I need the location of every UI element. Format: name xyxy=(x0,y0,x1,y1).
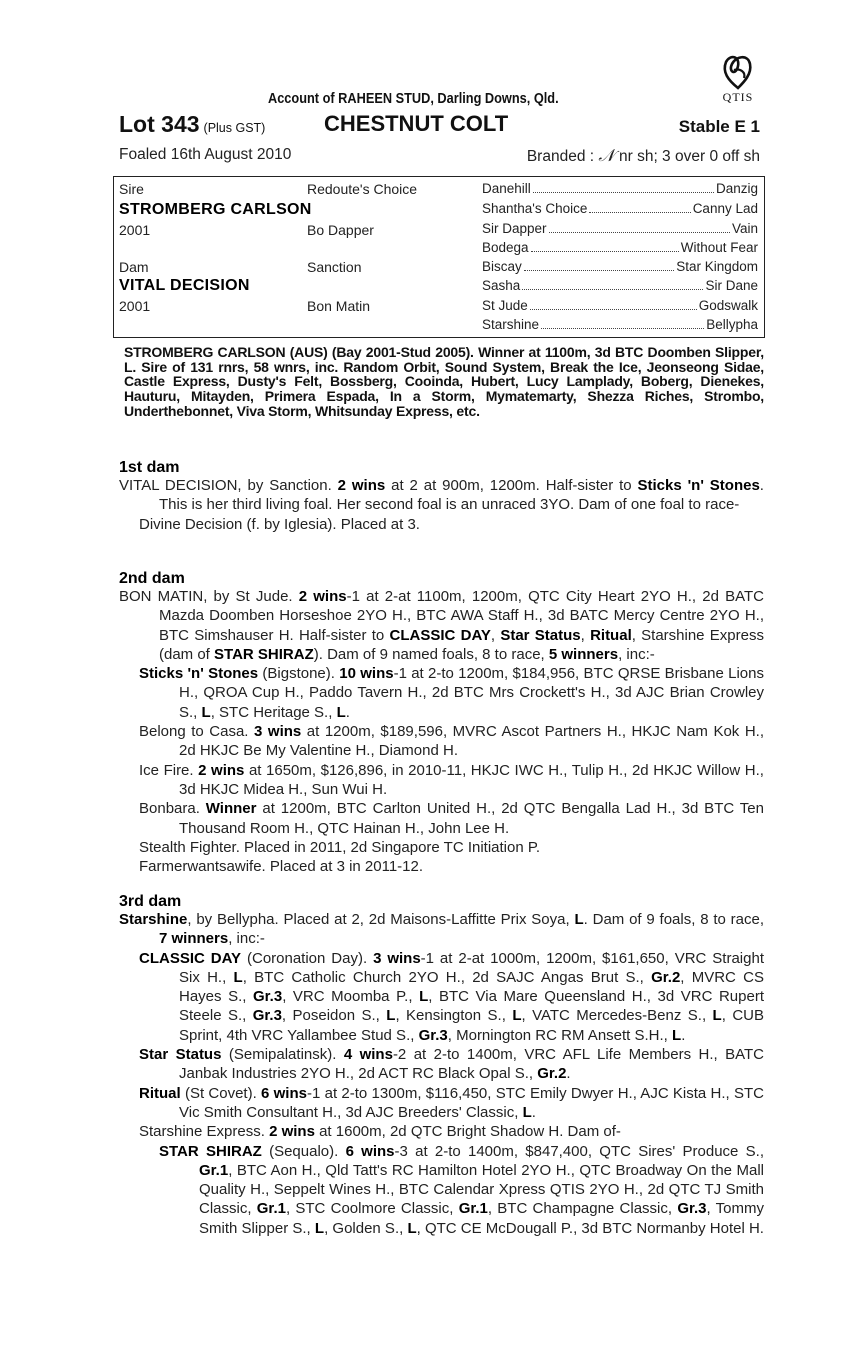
dam-sire: Sanction xyxy=(307,259,362,275)
bold-text: CLASSIC DAY xyxy=(139,949,242,967)
branded-prefix: Branded : xyxy=(526,148,595,165)
bold-text: STAR SHIRAZ xyxy=(214,645,314,663)
bold-text: L xyxy=(672,1026,682,1044)
bold-text: L xyxy=(233,968,243,986)
dam-dam: Bon Matin xyxy=(307,298,371,314)
bold-text: 6 wins xyxy=(345,1142,395,1160)
branded-suffix: nr sh; 3 over 0 off sh xyxy=(618,148,760,165)
progeny-entry xyxy=(119,515,764,534)
bold-text: Gr.3 xyxy=(418,1026,448,1044)
bold-text: 2 wins xyxy=(337,477,386,494)
second-dam-section xyxy=(119,570,764,876)
text-run: , Starshine Express (dam of xyxy=(159,626,764,663)
bold-text: Gr.3 xyxy=(252,1007,282,1025)
text-run: , Poseidon S., xyxy=(281,1007,387,1025)
text-run: , Tommy Smith Slipper S., xyxy=(199,1200,764,1237)
bold-text: Gr.2 xyxy=(537,1065,567,1083)
text-run: , BTC Aon H., Qld Tatt's RC Hamilton Hotel 2YO H., QTC Broadway On the Mall Quality H., Seppelt Wines H., BTC Calendar Xpress QTIS 2YO H., 2d QTC TJ Smith Classic, xyxy=(199,1161,764,1218)
first-dam-heading: 1st dam xyxy=(119,459,180,476)
grandparent-row xyxy=(482,278,758,293)
grandparent-row xyxy=(482,240,758,255)
progeny-entry xyxy=(119,722,764,761)
bold-text: Gr.1 xyxy=(458,1200,488,1218)
great-grandparent-name: Vain xyxy=(731,221,758,236)
text-run: -1 at 2-to 1200m, $184,956, BTC QRSE Brisbane Lions H., QROA Cup H., Paddo Tavern H., 2d BTC Mrs Crockett's H., 3d AJC Brian Crowley S., xyxy=(179,665,764,721)
text-run: BON MATIN, by St Jude. xyxy=(119,588,299,605)
bold-text: 6 wins xyxy=(261,1084,307,1102)
great-grandparent-name: Sir Dane xyxy=(705,278,758,293)
text-run: (Coronation Day). xyxy=(241,949,374,967)
grandparent-name: St Jude xyxy=(482,298,528,313)
bold-text: Star Status xyxy=(139,1046,222,1064)
text-run: ). Dam of 9 named foals, 8 to race, xyxy=(313,645,549,663)
vendor-account: Account of RAHEEN STUD, Darling Downs, Qld. xyxy=(268,91,559,107)
text-run: Divine Decision (f. by Iglesia). Placed at 3. xyxy=(139,515,420,533)
text-run: . xyxy=(531,1103,536,1121)
text-run: VITAL DECISION, by Sanction. xyxy=(119,477,338,494)
text-run: Stealth Fighter. Placed in 2011, 2d Singapore TC Initiation P. xyxy=(139,838,541,856)
brand-mark: 𝒩 xyxy=(598,146,615,166)
text-run: , Mornington RC RM Ansett S.H., xyxy=(447,1026,673,1044)
text-run: -1 at 2-to 1300m, $116,450, STC Emily Dwyer H., AJC Kista H., STC Vic Smith Consultant H., 3d AJC Breeders' Classic, xyxy=(179,1084,764,1121)
bold-text: Gr.2 xyxy=(651,968,681,986)
text-run: , MVRC CS Hayes S., xyxy=(179,968,764,1006)
text-run: , xyxy=(490,626,501,644)
grandparent-row xyxy=(482,317,758,332)
text-run: Farmerwantsawife. Placed at 3 in 2011-12. xyxy=(139,858,424,876)
bold-text: L xyxy=(522,1103,532,1121)
plus-gst: (Plus GST) xyxy=(203,121,266,135)
grandparent-name: Biscay xyxy=(482,259,522,274)
grandparent-name: Shantha's Choice xyxy=(482,201,588,216)
text-run: (Sequalo). xyxy=(261,1142,346,1160)
progeny-entry xyxy=(119,664,764,722)
grandparent-row xyxy=(482,201,758,216)
third-dam-heading: 3rd dam xyxy=(119,893,182,910)
bold-text: Starshine xyxy=(119,911,188,928)
dam-label: Dam xyxy=(119,259,149,275)
great-grandparent-name: Danzig xyxy=(715,181,758,196)
text-run: , inc:- xyxy=(618,645,655,663)
bold-text: Gr.3 xyxy=(677,1200,707,1218)
bold-text: CLASSIC DAY xyxy=(389,626,491,644)
text-run: -1 at 2-at 1000m, 1200m, $161,650, VRC Straight Six H., xyxy=(179,949,764,986)
text-run: , VRC Moomba P., xyxy=(282,988,420,1006)
bold-text: L xyxy=(314,1219,325,1237)
text-run: (St Covet). xyxy=(180,1084,262,1102)
sire-label: Sire xyxy=(119,181,144,197)
grandparent-row xyxy=(482,181,758,196)
text-run: , STC Coolmore Classic, xyxy=(285,1200,459,1218)
great-grandparent-name: Without Fear xyxy=(680,240,758,255)
bold-text: Gr.3 xyxy=(253,988,283,1006)
progeny-entry xyxy=(119,1142,764,1238)
bold-text: L xyxy=(201,703,211,721)
qtis-logo-text: QTIS xyxy=(722,90,754,104)
text-run: -2 at 2-to 1400m, VRC AFL Life Members H., BATC Janbak Industries 2YO H., 2d ACT RC Black Opal S., xyxy=(179,1046,764,1083)
bold-text: 4 wins xyxy=(343,1046,393,1064)
text-run: , STC Heritage S., xyxy=(210,703,337,721)
bold-text: 7 winners xyxy=(159,930,229,948)
text-run: Bonbara. xyxy=(139,800,206,818)
lot-description: CHESTNUT COLT xyxy=(324,111,509,136)
text-run: -3 at 2-to 1400m, $847,400, QTC Sires' Produce S., xyxy=(394,1142,764,1160)
bold-text: Ritual xyxy=(139,1084,181,1102)
bold-text: 2 wins xyxy=(298,588,347,605)
bold-text: 3 wins xyxy=(373,949,421,967)
progeny-entry xyxy=(119,761,764,800)
grandparent-name: Starshine xyxy=(482,317,540,332)
progeny-entry xyxy=(119,857,764,876)
text-run: . This is her third living foal. Her second foal is an unraced 3YO. Dam of one foal to race- xyxy=(159,477,764,514)
text-run: (Bigstone). xyxy=(258,665,340,683)
grandparent-name: Sir Dapper xyxy=(482,221,547,236)
stable-location: Stable E 1 xyxy=(678,117,760,136)
bold-text: Winner xyxy=(205,800,257,818)
text-run: (Semipalatinsk). xyxy=(221,1046,344,1064)
text-run: , by Bellypha. Placed at 2, 2d Maisons-Laffitte Prix Soya, xyxy=(187,911,575,928)
dam-name: VITAL DECISION xyxy=(119,277,250,294)
text-run: , BTC Champagne Classic, xyxy=(487,1200,678,1218)
bold-text: 3 wins xyxy=(254,723,302,741)
bold-text: Gr.1 xyxy=(199,1161,229,1179)
text-run: at 1200m, BTC Carlton United H., 2d QTC Bengalla Lad H., 3d BTC Ten Thousand Room H., QTC Hainan H., John Lee H. xyxy=(179,800,764,837)
sire-dam: Bo Dapper xyxy=(307,222,374,238)
foaled-date: Foaled 16th August 2010 xyxy=(119,146,292,163)
text-run: at 1600m, 2d QTC Bright Shadow H. Dam of- xyxy=(314,1123,621,1141)
dam-entry xyxy=(119,587,764,664)
great-grandparent-name: Star Kingdom xyxy=(676,259,758,274)
text-run: Belong to Casa. xyxy=(139,723,255,741)
grandparent-row xyxy=(482,298,758,313)
grandparent-row xyxy=(482,221,758,236)
text-run: , VATC Mercedes-Benz S., xyxy=(521,1007,713,1025)
text-run: Starshine Express. xyxy=(139,1123,270,1141)
progeny-entry xyxy=(119,838,764,857)
text-run: -1 at 2-at 1100m, 1200m, QTC City Heart 2YO H., 2d BATC Mazda Doomben Horseshoe 2YO H., BTC AWA Staff H., 3d BATC Mercy Centre 2YO H., BTC Simshauser H. Half-sister to xyxy=(159,588,764,644)
text-run: , Kensington S., xyxy=(395,1007,513,1025)
text-run: at 1650m, $126,896, in 2010-11, HKJC IWC H., Tulip H., 2d HKJC Willow H., 3d HKJC Midea H., Sun Wui H. xyxy=(179,761,764,798)
text-run: at 1200m, $189,596, MVRC Ascot Partners H., HKJC Nam Kok H., 2d HKJC Be My Valentine H., Diamond H. xyxy=(179,723,764,760)
first-dam-section xyxy=(119,459,764,534)
grandparent-name: Bodega xyxy=(482,240,529,255)
progeny-entry xyxy=(119,1045,764,1084)
sire-name: STROMBERG CARLSON xyxy=(119,201,312,218)
progeny-entry xyxy=(119,799,764,838)
text-run: . Dam of 9 foals, 8 to race, xyxy=(583,911,764,928)
dam-year: 2001 xyxy=(119,298,151,314)
bold-text: Ritual xyxy=(590,626,632,644)
text-run: , Golden S., xyxy=(324,1219,408,1237)
sire-summary: STROMBERG CARLSON (AUS) (Bay 2001-Stud 2005). Winner at 1100m, 3d BTC Doomben Slipper, L. Sire of 131 rnrs, 58 wnrs, inc. Random Orbit, Sound System, Break the Ice, Jeonseong Sidae, Castle Express, Dusty's Felt, Bossberg, Cooinda, Hubert, Lucy Lamplady, Boberg, Dienekes, Hauturu, Mitayden, Primera Espada, In a Storm, Mymatemarty, Shezza Riches, Strombo, Underthebonnet, Viva Storm, Whitsunday Express, etc. xyxy=(124,344,764,419)
bold-text: L xyxy=(512,1007,522,1025)
great-grandparent-name: Bellypha xyxy=(706,317,758,332)
bold-text: L xyxy=(712,1007,722,1025)
bold-text: L xyxy=(386,1007,396,1025)
text-run: , BTC Catholic Church 2YO H., 2d SAJC Angas Brut S., xyxy=(242,968,652,986)
third-dam-section xyxy=(119,893,764,1238)
bold-text: 2 wins xyxy=(269,1123,315,1141)
lot-number: Lot 343 xyxy=(119,111,200,137)
dam-entry xyxy=(119,910,764,949)
bold-text: 10 wins xyxy=(339,665,394,683)
grandparent-row xyxy=(482,259,758,274)
great-grandparent-name: Godswalk xyxy=(698,298,758,313)
bold-text: Sticks 'n' Stones xyxy=(139,665,259,683)
progeny-entry xyxy=(119,1122,764,1141)
text-run: . xyxy=(566,1065,571,1083)
branded-info xyxy=(527,146,760,166)
bold-text: Star Status xyxy=(500,626,581,644)
bold-text: 5 winners xyxy=(548,645,619,663)
dam-entry xyxy=(119,476,764,515)
text-run: . xyxy=(345,703,350,721)
text-run: at 2 at 900m, 1200m. Half-sister to xyxy=(385,477,638,494)
progeny-entry xyxy=(119,1084,764,1123)
bold-text: 2 wins xyxy=(198,761,245,779)
second-dam-heading: 2nd dam xyxy=(119,570,185,587)
pedigree-table xyxy=(113,176,765,338)
progeny-entry xyxy=(119,949,764,1045)
bold-text: STAR SHIRAZ xyxy=(159,1142,262,1160)
bold-text: Sticks 'n' Stones xyxy=(637,477,760,494)
bold-text: L xyxy=(336,703,346,721)
qtis-logo-icon xyxy=(718,50,758,92)
text-run: Ice Fire. xyxy=(139,761,199,779)
bold-text: L xyxy=(419,988,429,1006)
text-run: , inc:- xyxy=(228,930,265,948)
grandparent-name: Sasha xyxy=(482,278,521,293)
grandparent-name: Danehill xyxy=(482,181,531,196)
bold-text: Gr.1 xyxy=(256,1200,286,1218)
text-run: , QTC CE McDougall P., 3d BTC Normanby Hotel H. xyxy=(416,1219,764,1237)
qtis-logo xyxy=(712,50,764,105)
bold-text: L xyxy=(574,911,584,928)
text-run: . xyxy=(681,1026,686,1044)
sire-year: 2001 xyxy=(119,222,151,238)
sire-sire: Redoute's Choice xyxy=(307,181,418,197)
text-run: , xyxy=(580,626,591,644)
lot-header xyxy=(119,111,760,141)
bold-text: L xyxy=(407,1219,417,1237)
text-run: , CUB Sprint, 4th VRC Yallambee Stud S., xyxy=(179,1007,764,1044)
great-grandparent-name: Canny Lad xyxy=(692,201,758,216)
text-run: , BTC Via Mare Queensland H., 3d VRC Rupert Steele S., xyxy=(179,988,764,1025)
